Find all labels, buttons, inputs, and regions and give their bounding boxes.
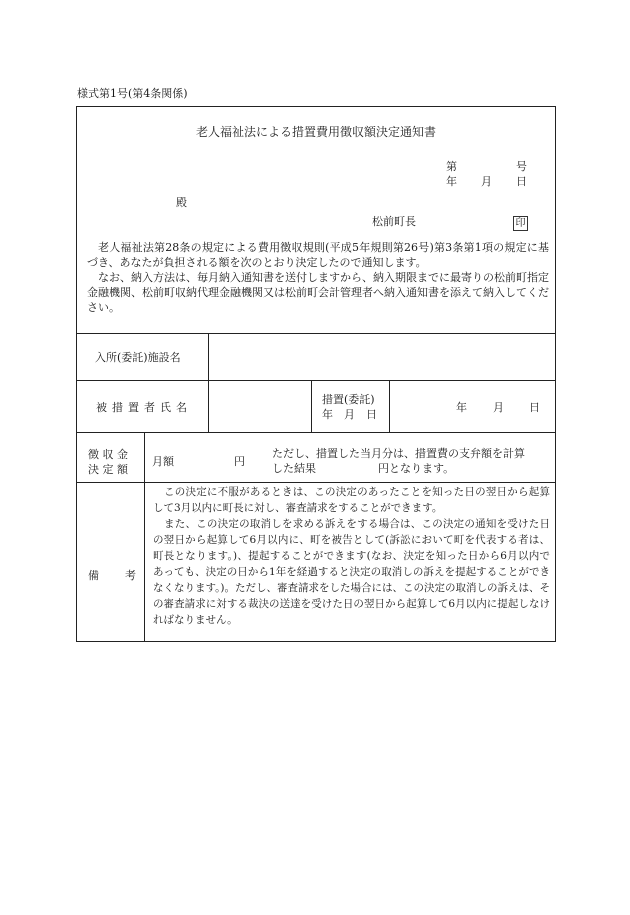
document-title: 老人福祉法による措置費用徴収額決定通知書 bbox=[195, 125, 436, 139]
measure-label-line2: 年 月 日 bbox=[322, 408, 377, 421]
proviso-line2-a: した結果 bbox=[272, 462, 316, 475]
date-day: 日 bbox=[516, 175, 527, 188]
remarks-text bbox=[153, 484, 550, 628]
measure-date-month: 月 bbox=[493, 401, 504, 414]
proviso-line2-b: 円となります。 bbox=[378, 462, 455, 475]
facility-divider bbox=[208, 333, 209, 380]
remarks-paragraph-2: また、この決定の取消しを求める訴えをする場合は、この決定の通知を受けた日の翌日から起算して6月以内に、町を被告として(訴訟において町を代表する者は、町長となります。)、提起することができます(なお、決定を知った日から6月以内であっても、決定の日から1年を経過すると決定の取消しの訴えを提起することができなくなります。)。ただし、審査請求をした場合には、この決定の取消しの訴えは、その審査請求に対する裁決の送達を受けた日の翌日から起算して6月以内に提起しなければなりません。 bbox=[153, 518, 551, 626]
addressee-suffix: 殿 bbox=[176, 196, 187, 209]
body-paragraph-1: 老人福祉法第28条の規定による費用徴収規則(平成5年規則第26号)第3条第1項の規定に基づき、あなたが負担される額を次のとおり決定したので通知します。 bbox=[87, 241, 549, 269]
person-divider-c bbox=[389, 380, 390, 432]
amount-label-line2: 決 定 額 bbox=[88, 463, 128, 476]
monthly-unit: 円 bbox=[234, 455, 245, 468]
divider-4 bbox=[77, 482, 555, 483]
date-month: 月 bbox=[481, 175, 492, 188]
divider-3 bbox=[77, 432, 555, 433]
seal-mark bbox=[513, 211, 528, 231]
person-label: 被措置者氏名 bbox=[96, 401, 192, 414]
measure-date-year: 年 bbox=[456, 401, 467, 414]
person-name-field[interactable] bbox=[210, 382, 309, 430]
issuer-name: 松前町長 bbox=[372, 215, 416, 228]
remarks-label-a: 備 bbox=[88, 569, 99, 582]
measure-label-line1: 措置(委託) bbox=[322, 393, 375, 406]
person-divider-b bbox=[311, 380, 312, 432]
label-column-divider bbox=[144, 432, 145, 641]
notice-form bbox=[76, 106, 556, 642]
remarks-paragraph-1: この決定に不服があるときは、この決定のあったことを知った日の翌日から起算して3月以内に町長に対し、審査請求をすることができます。 bbox=[153, 486, 550, 514]
monthly-label: 月額 bbox=[152, 455, 174, 468]
amount-label-line1: 徴 収 金 bbox=[88, 448, 128, 461]
facility-label: 入所(委託)施設名 bbox=[95, 351, 181, 364]
date-year: 年 bbox=[446, 175, 457, 188]
person-divider-a bbox=[208, 380, 209, 432]
measure-date-day: 日 bbox=[529, 401, 540, 414]
form-number-label: 様式第1号(第4条関係) bbox=[77, 87, 188, 100]
number-go: 号 bbox=[516, 160, 527, 173]
facility-name-field[interactable] bbox=[210, 335, 552, 378]
body-paragraph-2: なお、納入方法は、毎月納入通知書を送付しますから、納入期限までに最寄りの松前町指定金融機関、松前町収納代理金融機関又は松前町会計管理者へ納入通知書を添えて納入してください。 bbox=[87, 271, 549, 314]
divider-2 bbox=[77, 380, 555, 381]
remarks-label-b: 考 bbox=[125, 569, 136, 582]
proviso-line1: ただし、措置した当月分は、措置費の支弁額を計算 bbox=[272, 447, 525, 460]
seal-text: 印 bbox=[513, 216, 528, 231]
divider-1 bbox=[77, 333, 555, 334]
number-dai: 第 bbox=[446, 160, 457, 173]
